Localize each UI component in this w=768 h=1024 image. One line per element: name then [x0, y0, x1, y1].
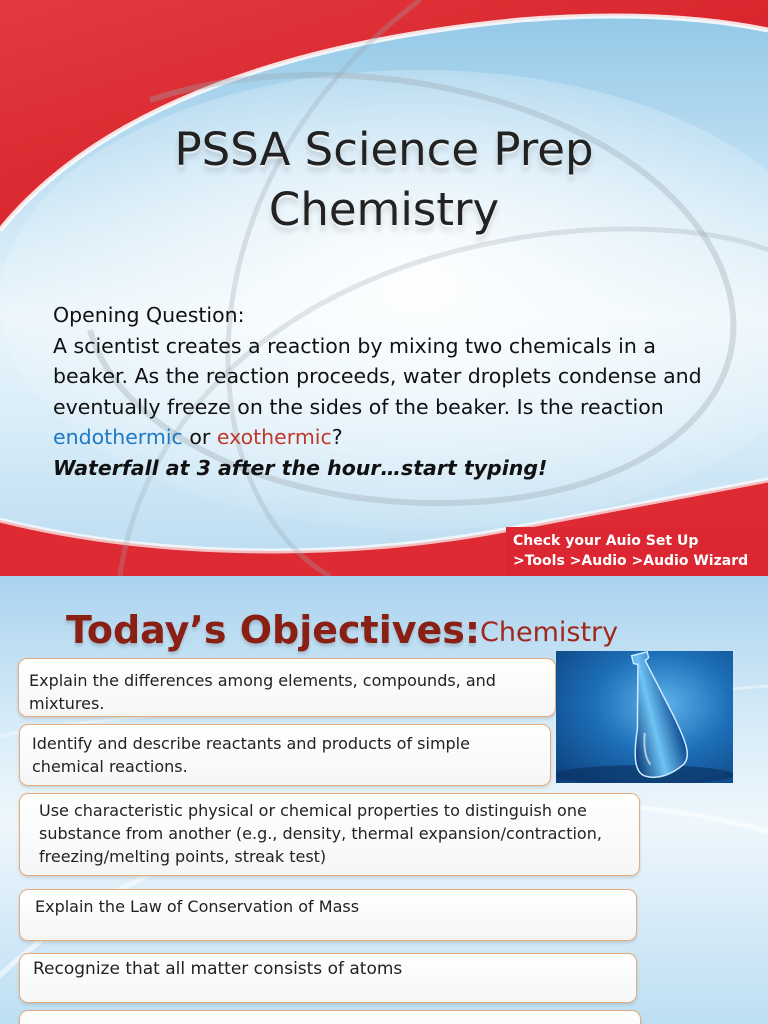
or-text: or	[182, 425, 217, 449]
objectives-subtitle: Chemistry	[480, 617, 619, 648]
objectives-title: Today’s Objectives:	[66, 608, 481, 652]
title-line-2: Chemistry	[268, 183, 500, 236]
flask-icon	[556, 651, 733, 783]
opening-question-text	[53, 331, 733, 453]
flask-photo	[556, 651, 733, 783]
endothermic-term: endothermic	[53, 425, 183, 449]
audio-setup-note	[506, 527, 768, 576]
exothermic-term: exothermic	[216, 425, 332, 449]
opening-question-block	[53, 300, 733, 483]
question-text: A scientist creates a reaction by mixing two chemicals in a beaker. As the reaction proceeds, water droplets condense and eventually freeze on the sides of the beaker. Is the reaction	[53, 333, 702, 419]
objective-item: Identify and describe reactants and products of simple chemical reactions.	[19, 724, 551, 786]
objective-item-partial	[19, 1010, 641, 1024]
opening-question-label: Opening Question:	[53, 303, 245, 327]
objective-item: Explain the Law of Conservation of Mass	[19, 889, 637, 941]
audio-setup-line-1: Check your Auio Set Up	[513, 533, 699, 549]
audio-setup-line-2: >Tools >Audio >Audio Wizard	[513, 553, 749, 569]
title-line-1: PSSA Science Prep	[174, 123, 594, 176]
waterfall-instruction: Waterfall at 3 after the hour…start typing!	[53, 455, 548, 480]
slide-2	[0, 576, 768, 1024]
objective-item: Use characteristic physical or chemical properties to distinguish one substance from another (e.g., density, thermal expansion/contraction, freezing/melting points, streak test)	[19, 793, 640, 876]
objective-item: Explain the differences among elements, compounds, and mixtures.	[18, 658, 556, 717]
slide-1-title	[0, 120, 768, 240]
objective-item: Recognize that all matter consists of atoms	[19, 953, 637, 1003]
question-mark: ?	[331, 425, 343, 449]
